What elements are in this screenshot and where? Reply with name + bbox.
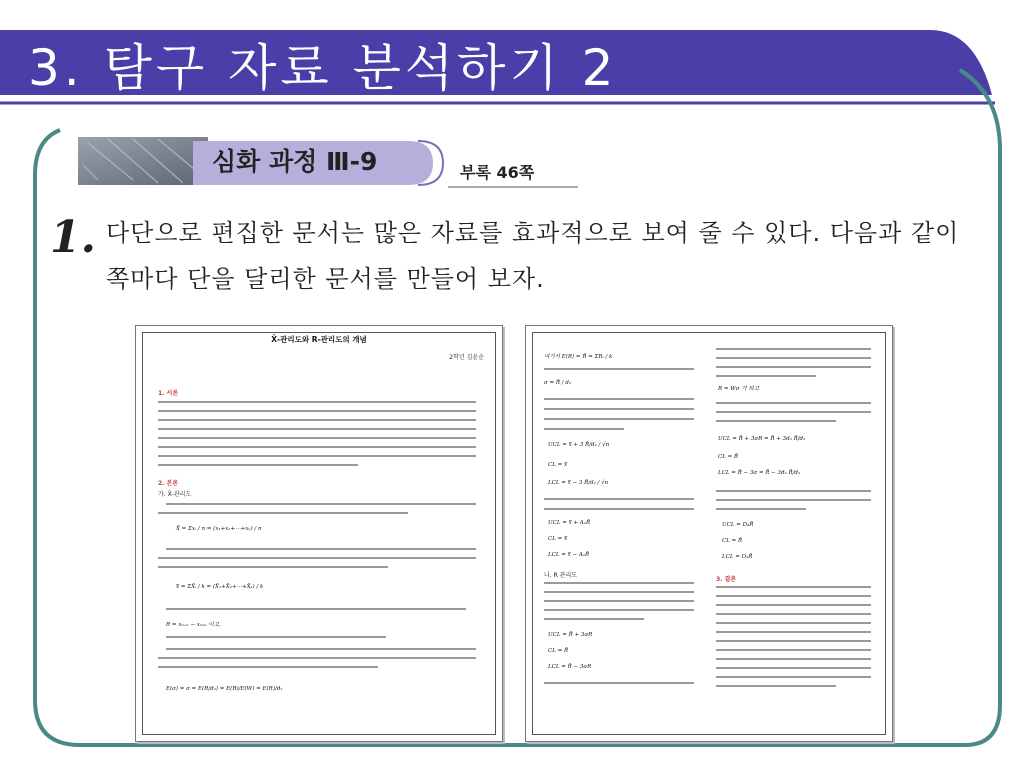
text-line: [166, 636, 386, 638]
appendix-reference: 부록 46쪽: [460, 163, 535, 182]
text-line: [166, 548, 476, 550]
text-line: [158, 512, 408, 514]
text-line: [716, 631, 871, 633]
text-line: [544, 398, 694, 400]
question-number: 1.: [50, 212, 96, 263]
section-label: 심화 과정 Ⅲ-9: [212, 147, 378, 176]
text-line: [544, 609, 694, 611]
text-line: [716, 613, 871, 615]
text-line: [166, 503, 476, 505]
text-line: [158, 410, 476, 412]
page-2-formula-6: UCL = x̿ + A₂R̄: [548, 520, 591, 526]
text-line: [544, 682, 694, 684]
page-1-heading-body: 2. 본론: [158, 480, 179, 487]
page-2-heading-conclusion: 3. 결론: [716, 576, 737, 583]
text-line: [716, 676, 871, 678]
text-line: [158, 446, 476, 448]
text-line: [716, 357, 871, 359]
text-line: [716, 402, 871, 404]
page-1-formula-grand-mean: x̿ = ΣX̄ᵢ / k = (X̄₁+X̄₂+⋯+X̄ₖ) / k: [176, 584, 264, 590]
page-2-formula-5: LCL = x̿ − 3 R̄/d₂ / √n: [548, 480, 609, 486]
text-line: [158, 401, 476, 403]
text-line: [716, 595, 871, 597]
page-2-right-formula-2: UCL = R̄ + 3σR = R̄ + 3d₃ R̄/d₂: [718, 436, 806, 442]
page-1-formula-mean: X̄ = Σxᵢ / n = (x₁+x₂+⋯+xₙ) / n: [176, 526, 262, 532]
text-line: [716, 586, 871, 588]
page-2-heading-r-chart: 나. R 관리도: [544, 572, 578, 579]
page-2-right-formula-4: LCL = R̄ − 3σ = R̄ − 3d₃ R̄/d₂: [718, 470, 801, 476]
text-line: [158, 464, 358, 466]
text-line: [544, 508, 694, 510]
page-2-formula-8: LCL = x̿ − A₂R̄: [548, 552, 590, 558]
page-1-heading-intro: 1. 서론: [158, 390, 179, 397]
document-page-2: [525, 325, 893, 742]
text-line: [716, 508, 806, 510]
page-1-border: [142, 332, 496, 735]
text-line: [716, 649, 871, 651]
question-text: 다단으로 편집한 문서는 많은 자료를 효과적으로 보여 줄 수 있다. 다음과 같이 쪽마다 단을 달리한 문서를 만들어 보자.: [106, 219, 960, 293]
text-line: [158, 419, 476, 421]
text-line: [716, 604, 871, 606]
page-2-formula-1: 여기서 E(R) = R̄ = ΣRᵢ / k: [544, 354, 613, 360]
text-line: [716, 420, 836, 422]
text-line: [544, 368, 694, 370]
text-line: [716, 658, 871, 660]
page-2-right-formula-1: R = Wσ 가 되고: [718, 386, 760, 392]
page-2-formula-10: CL = R̄: [548, 648, 569, 654]
page-1-title: X̄-관리도와 R-관리도의 개념: [271, 335, 367, 344]
document-page-1: [135, 325, 503, 742]
text-line: [544, 618, 644, 620]
text-line: [716, 411, 871, 413]
page-2-right-formula-6: CL = R̄: [722, 538, 743, 544]
text-line: [166, 648, 476, 650]
page-1-formula-sigma: E(σ) = σ = E(R/d₂) = E(R)/E(W) = E(R)/d₂: [166, 686, 283, 692]
text-line: [544, 600, 694, 602]
text-line: [166, 608, 466, 610]
text-line: [544, 408, 694, 410]
page-1-formula-range: R = xₘₐₓ − xₘᵢₙ 이고,: [166, 622, 221, 628]
page-2-right-formula-7: LCL = D₃R̄: [722, 554, 753, 560]
page-2-border: [532, 332, 886, 735]
text-line: [716, 490, 871, 492]
text-line: [544, 498, 694, 500]
page-2-formula-11: LCL = R̄ − 3σR: [548, 664, 592, 670]
text-line: [716, 640, 871, 642]
page-1-author: 2학년 김윤순: [449, 354, 484, 361]
text-line: [716, 667, 871, 669]
slide-title: 3. 탐구 자료 분석하기 2: [28, 39, 618, 97]
page-2-formula-4: CL = x̿: [548, 462, 568, 468]
text-line: [544, 428, 624, 430]
text-line: [544, 582, 694, 584]
text-line: [158, 428, 476, 430]
text-line: [716, 685, 836, 687]
page-2-formula-7: CL = x̿: [548, 536, 568, 542]
text-line: [544, 591, 694, 593]
page-2-formula-3: UCL = x̿ + 3 R̄/d₂ / √n: [548, 442, 610, 448]
text-line: [716, 622, 871, 624]
text-line: [716, 499, 871, 501]
page-1-subheading: 가. X̄-관리도: [158, 491, 192, 498]
page-2-right-formula-3: CL = R̄: [718, 454, 739, 460]
text-line: [158, 566, 388, 568]
text-line: [158, 557, 476, 559]
page-2-formula-2: σ = R̄ / d₂: [544, 380, 572, 386]
text-line: [158, 455, 476, 457]
text-line: [716, 366, 871, 368]
text-line: [158, 666, 378, 668]
text-line: [716, 348, 871, 350]
text-line: [716, 375, 816, 377]
text-line: [158, 657, 476, 659]
page-2-right-formula-5: UCL = D₄R̄: [722, 522, 754, 528]
text-line: [544, 418, 694, 420]
page-2-formula-9: UCL = R̄ + 3σR: [548, 632, 593, 638]
text-line: [158, 437, 476, 439]
